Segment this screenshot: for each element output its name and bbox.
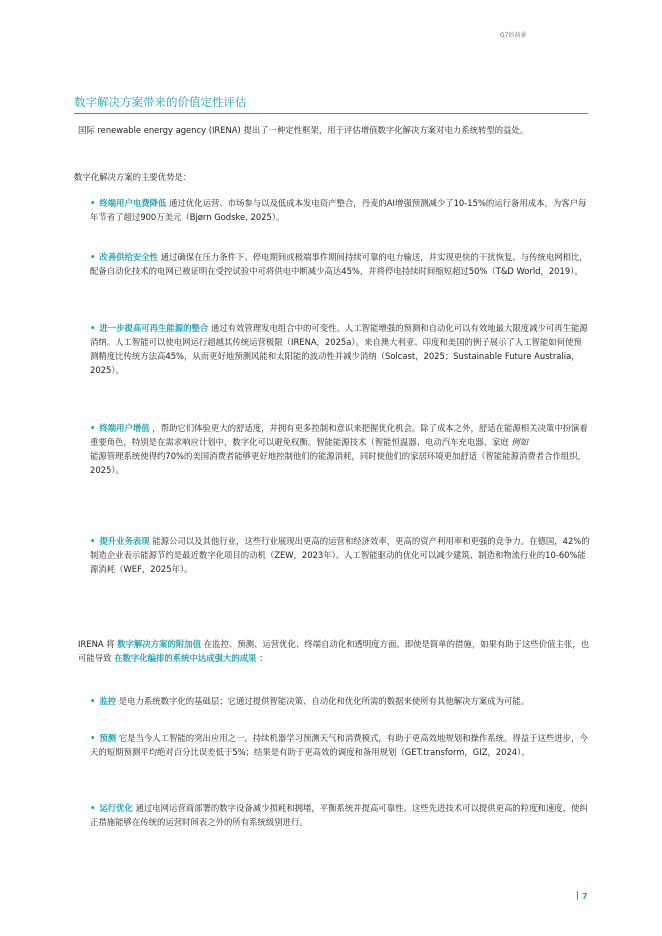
irena-highlight-results: 在数字化编排的系统中达成强大的成果: [114, 653, 257, 663]
item-label: 预测: [99, 733, 117, 743]
intro-paragraph: 国际 renewable energy agency (IRENA) 提出了一种定性框架，用于评估增值数字化解决方案对电力系统转型的益处。: [78, 125, 529, 135]
section-title: 数字解决方案带来的价值定性评估: [74, 95, 247, 109]
bullet-text: ，帮助它们体验更大的舒适度，并拥有更多控制和意识来把握优化机会。除了成本之外，舒适在能源相关决策中扮演着重要角色，特别是在需求响应计划中，数字化可以避免权衡。智能能源技术（智能恒温器、电动汽车充电器、家庭: [90, 423, 588, 447]
bullet-supply-security: [90, 250, 590, 278]
bullet-dot: •: [90, 803, 96, 813]
item-forecasting: [90, 731, 590, 759]
bullet-label: 改善供给安全性: [99, 252, 158, 262]
item-label: 监控: [99, 696, 117, 706]
bullet-cost-reduction: [90, 196, 590, 224]
bullet-text: 能源公司以及其他行业，这些行业展现出更高的运营和经济效率，更高的资产利用率和更强的竞争力。在德国，42%的制造企业表示能源节约是最近数字化项目的动机（ZEW，2023年）。人工智能驱动的优化可以减少建筑、制造和物流行业的10-60%能源消耗（WEF，2025年）。: [90, 536, 590, 574]
bullet-label: 进一步提高可再生能源的整合: [99, 323, 209, 333]
title-rule: [74, 113, 588, 114]
bullet-label: 终端用户电费降低: [99, 198, 167, 208]
bullet-label: 提升业务表现: [99, 536, 150, 546]
irena-text: ：: [259, 653, 268, 663]
item-monitoring: [90, 694, 590, 708]
bullet-dot: •: [90, 733, 96, 743]
bullet-dot: •: [90, 252, 96, 262]
benefits-heading: 数字化解决方案的主要优势是：: [74, 172, 192, 182]
bullet-text: 通过确保在压力条件下、停电期间或极端事件期间持续可靠的电力输送，并实现更快的干扰恢复。与传统电网相比，配备自动化技术的电网已被证明在受控试验中可将供电中断减少高达45%，并将停电持续时间缩短超过50%（T&D World，2019）。: [90, 252, 588, 276]
bullet-text-continued: 能源管理系统使得约70%的美国消费者能够更好地控制他们的能源消耗，同时使他们的家居环境更加舒适（智能能源消费者合作组织，2025）。: [90, 451, 586, 475]
item-text: 是电力系统数字化的基础层；它通过提供智能决策、自动化和优化所需的数据来使所有其他解决方案成为可能。: [118, 696, 530, 706]
irena-text: IRENA 将: [78, 639, 115, 649]
irena-paragraph: [78, 637, 590, 665]
bullet-dot: •: [90, 696, 96, 706]
bullet-text: 通过优化运营、市场参与以及低成本发电资产整合，丹麦的AI增强预测减少了10-15%的运行备用成本，为客户每年节省了超过900万美元（Bjørn Godske, 2025）。: [90, 198, 587, 222]
item-text: 通过电网运营商部署的数字设备减少损耗和拥堵，平衡系统并提高可靠性。这些先进技术可以提供更高的粒度和速度，使纠正措施能够在传统的运营时间表之外的所有系统级别进行。: [90, 803, 588, 827]
bullet-renewable-integration: [90, 321, 590, 377]
bullet-dot: •: [90, 423, 96, 433]
page-number-divider: [577, 891, 578, 900]
bullet-dot: •: [90, 536, 96, 546]
irena-highlight-value: 数字解决方案的附加值: [117, 639, 202, 649]
page-number-value: 7: [582, 892, 588, 901]
page-number: [577, 891, 588, 901]
irena-text: 在监控、预测、运营优化、终端自动化和透明度方面。即使是简单的措施，如果有助于这些价值主张，也可能导致: [78, 639, 589, 663]
running-header: G7的前景: [500, 32, 527, 39]
bullet-dot: •: [90, 198, 96, 208]
bullet-label: 终端用户增值: [99, 423, 150, 433]
item-operation-optimization: [90, 801, 590, 829]
item-label: 运行优化: [99, 803, 133, 813]
bullet-dot: •: [90, 323, 96, 333]
bullet-end-user-value: [90, 421, 590, 477]
bullet-italic: 例如: [511, 437, 529, 447]
item-text: 它是当今人工智能的突出应用之一。持续机器学习预测天气和消费模式，有助于更高效地规划和操作系统。得益于这些进步，今天的短期预测平均绝对百分比误差低于5%；结果是有助于更高效的调度和备用规划（GET.transform，GIZ，2024）。: [90, 733, 588, 757]
bullet-text: 通过有效管理发电组合中的可变性。人工智能增强的预测和自动化可以有效地最大限度减少可再生能源消纳。人工智能可以使电网运行超越其传统运营极限（IRENA，2025a）。来自澳大利亚、印度和美国的例子展示了人工智能如何使预测精度比传统方法高45%，从而更好地预测风能和太阳能的波动性并减少消纳（Solcast，2025；Sustainable Future Australia，2025）。: [90, 323, 588, 375]
bullet-business-performance: [90, 534, 590, 576]
